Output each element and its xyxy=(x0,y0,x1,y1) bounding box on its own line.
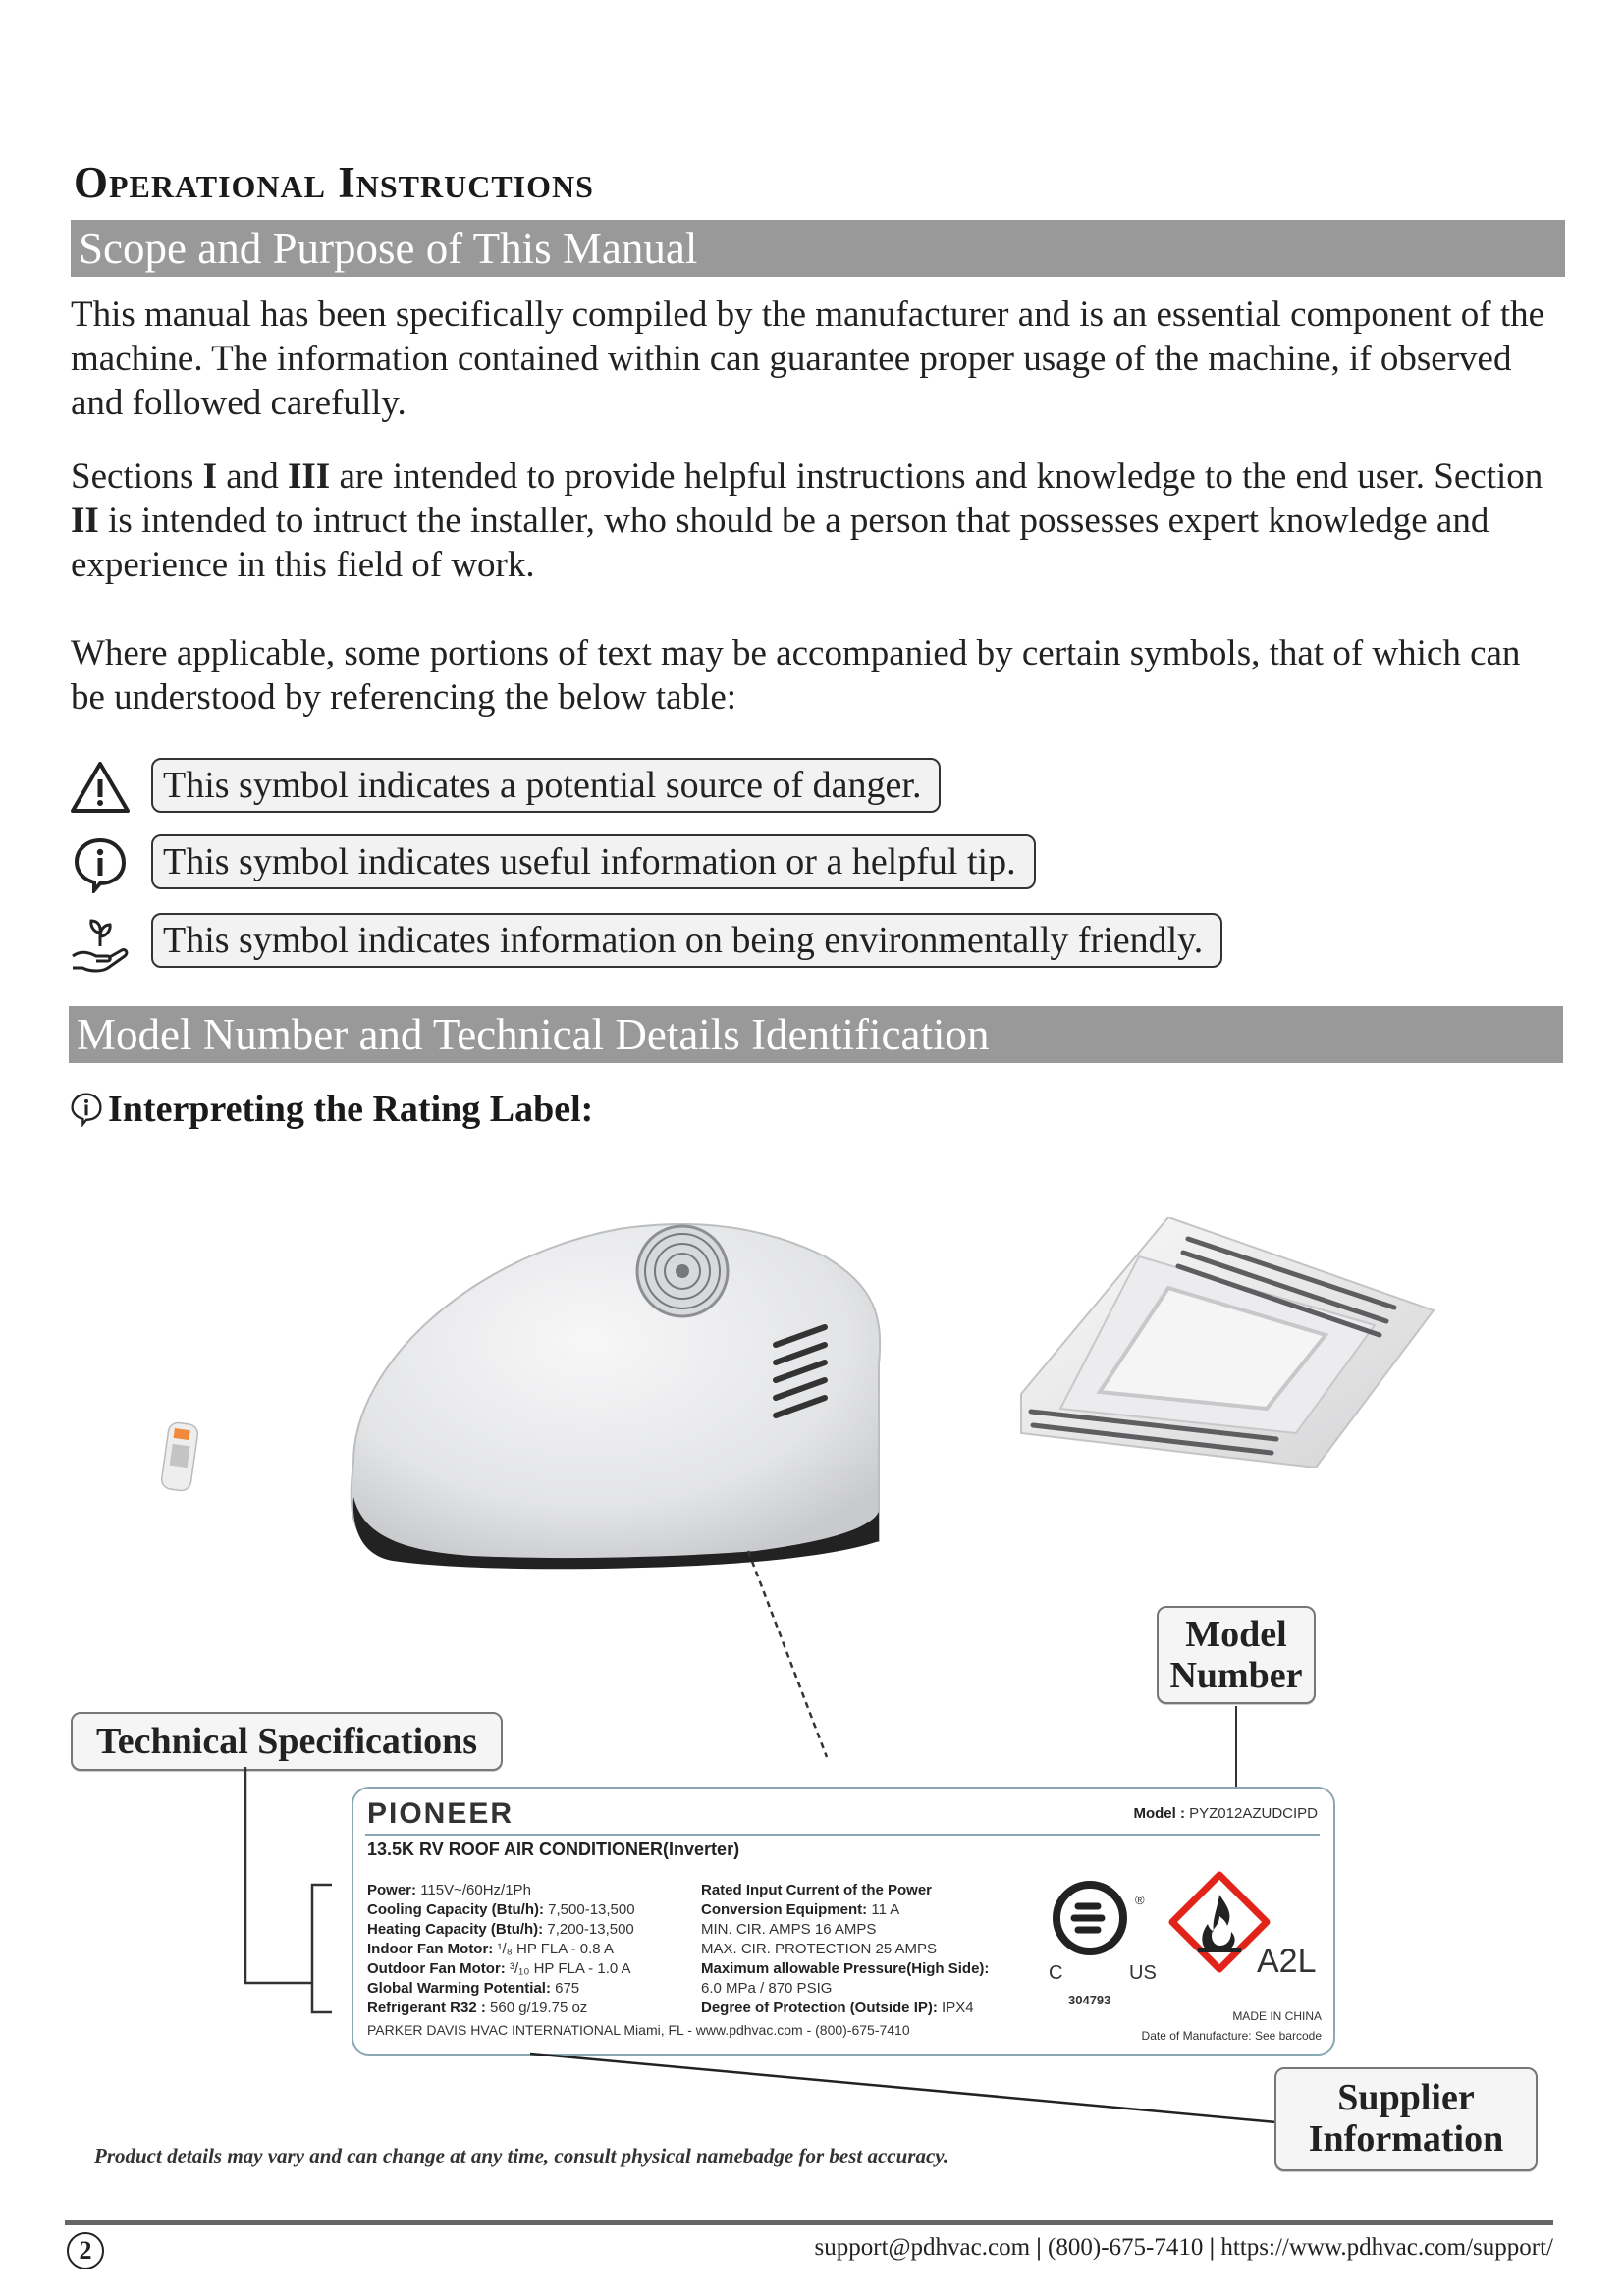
model-number: Model : PYZ012AZUDCIPD xyxy=(1133,1805,1318,1822)
footer-contact: support@pdhvac.com | (800)-675-7410 | https://www.pdhvac.com/support/ xyxy=(814,2234,1553,2261)
callout-technical-specifications: Technical Specifications xyxy=(71,1712,503,1771)
csa-us-label: US xyxy=(1129,1962,1157,1984)
page-title: Operational Instructions xyxy=(74,158,594,207)
spec-row: Indoor Fan Motor: ¹/₈ HP FLA - 0.8 A xyxy=(367,1941,614,1957)
symbol-text-info: This symbol indicates useful information or a helpful tip. xyxy=(151,834,1036,889)
csa-number: 304793 xyxy=(1068,1993,1111,2007)
rooftop-unit xyxy=(352,1224,881,1757)
label-right-specs xyxy=(701,1881,1025,2018)
csa-certification-icon xyxy=(1051,1879,1139,1967)
spec-row: Outdoor Fan Motor: ³/₁₀ HP FLA - 1.0 A xyxy=(367,1960,631,1977)
spec-row: Heating Capacity (Btu/h): 7,200-13,500 xyxy=(367,1921,634,1938)
flammable-warning-icon xyxy=(1168,1871,1271,1973)
sections-paragraph: Sections I and III are intended to provide helpful instructions and knowledge to the end user. Section II is intended to intruct the installer, who should be a person that possesses expert knowledge and experience in this field of work. xyxy=(71,456,1543,585)
label-divider xyxy=(365,1834,1320,1836)
callout-supplier-information: Supplier Information xyxy=(1274,2067,1538,2171)
supplier-line: PARKER DAVIS HVAC INTERNATIONAL Miami, FL - www.pdhvac.com - (800)-675-7410 xyxy=(367,2022,910,2038)
spec-row: 6.0 MPa / 870 PSIG xyxy=(701,1980,833,1997)
a2l-label: A2L xyxy=(1257,1943,1317,1980)
eco-hand-plant-icon xyxy=(69,913,132,976)
info-icon xyxy=(69,1092,104,1127)
spec-row: MIN. CIR. AMPS 16 AMPS xyxy=(701,1921,877,1938)
label-left-specs xyxy=(367,1881,701,2018)
registered-mark: ® xyxy=(1135,1893,1145,1907)
section-heading-model: Model Number and Technical Details Identification xyxy=(69,1006,1563,1063)
spec-row: Power: 115V~/60Hz/1Ph xyxy=(367,1882,531,1898)
spec-row: Rated Input Current of the Power xyxy=(701,1882,933,1898)
spec-row: Degree of Protection (Outside IP): IPX4 xyxy=(701,2000,974,2016)
callout-line-supplier xyxy=(530,2052,1296,2130)
remote-control xyxy=(160,1421,198,1492)
spec-row: MAX. CIR. PROTECTION 25 AMPS xyxy=(701,1941,938,1957)
intro-paragraph: This manual has been specifically compiled by the manufacturer and is an essential component of the machine. The information contained within can guarantee proper usage of the machine, if observed and followed carefully. xyxy=(71,294,1545,423)
brand-logo: PIONEER xyxy=(367,1797,514,1830)
footer-email[interactable]: support@pdhvac.com xyxy=(814,2234,1031,2261)
symbol-row-eco xyxy=(69,913,1443,972)
symbol-text-danger: This symbol indicates a potential source of danger. xyxy=(151,758,941,813)
spec-row: Cooling Capacity (Btu/h): 7,500-13,500 xyxy=(367,1901,635,1918)
symbol-text-eco: This symbol indicates information on being environmentally friendly. xyxy=(151,913,1222,968)
csa-c-label: C xyxy=(1049,1962,1063,1984)
info-icon xyxy=(69,834,132,893)
rating-label xyxy=(352,1787,1335,2056)
footer-url[interactable]: https://www.pdhvac.com/support/ xyxy=(1220,2234,1553,2261)
symbol-row-info xyxy=(69,834,1443,893)
ceiling-grille xyxy=(1021,1217,1434,1468)
spec-row: Maximum allowable Pressure(High Side): xyxy=(701,1960,990,1977)
footer-rule xyxy=(65,2220,1553,2225)
spec-row: Refrigerant R32 : 560 g/19.75 oz xyxy=(367,2000,588,2016)
page-number: 2 xyxy=(67,2232,104,2269)
warning-triangle-icon xyxy=(69,758,132,817)
callout-model-number: Model Number xyxy=(1157,1606,1316,1704)
disclaimer: Product details may vary and can change at any time, consult physical namebadge for best accuracy. xyxy=(94,2144,949,2167)
spec-row: Conversion Equipment: 11 A xyxy=(701,1901,900,1918)
callout-line-model xyxy=(1235,1706,1237,1796)
date-of-manufacture: Date of Manufacture: See barcode xyxy=(1141,2029,1322,2043)
product-name: 13.5K RV ROOF AIR CONDITIONER(Inverter) xyxy=(367,1840,740,1859)
symbol-row-danger xyxy=(69,758,1443,817)
section-heading-scope: Scope and Purpose of This Manual xyxy=(71,220,1565,277)
symbols-paragraph: Where applicable, some portions of text may be accompanied by certain symbols, that of which can be understood by referencing the below table: xyxy=(71,633,1521,718)
made-in: MADE IN CHINA xyxy=(1232,2009,1322,2023)
footer-phone[interactable]: (800)-675-7410 xyxy=(1048,2234,1204,2261)
rating-label-heading: Interpreting the Rating Label: xyxy=(69,1088,593,1131)
spec-row: Global Warming Potential: 675 xyxy=(367,1980,580,1997)
